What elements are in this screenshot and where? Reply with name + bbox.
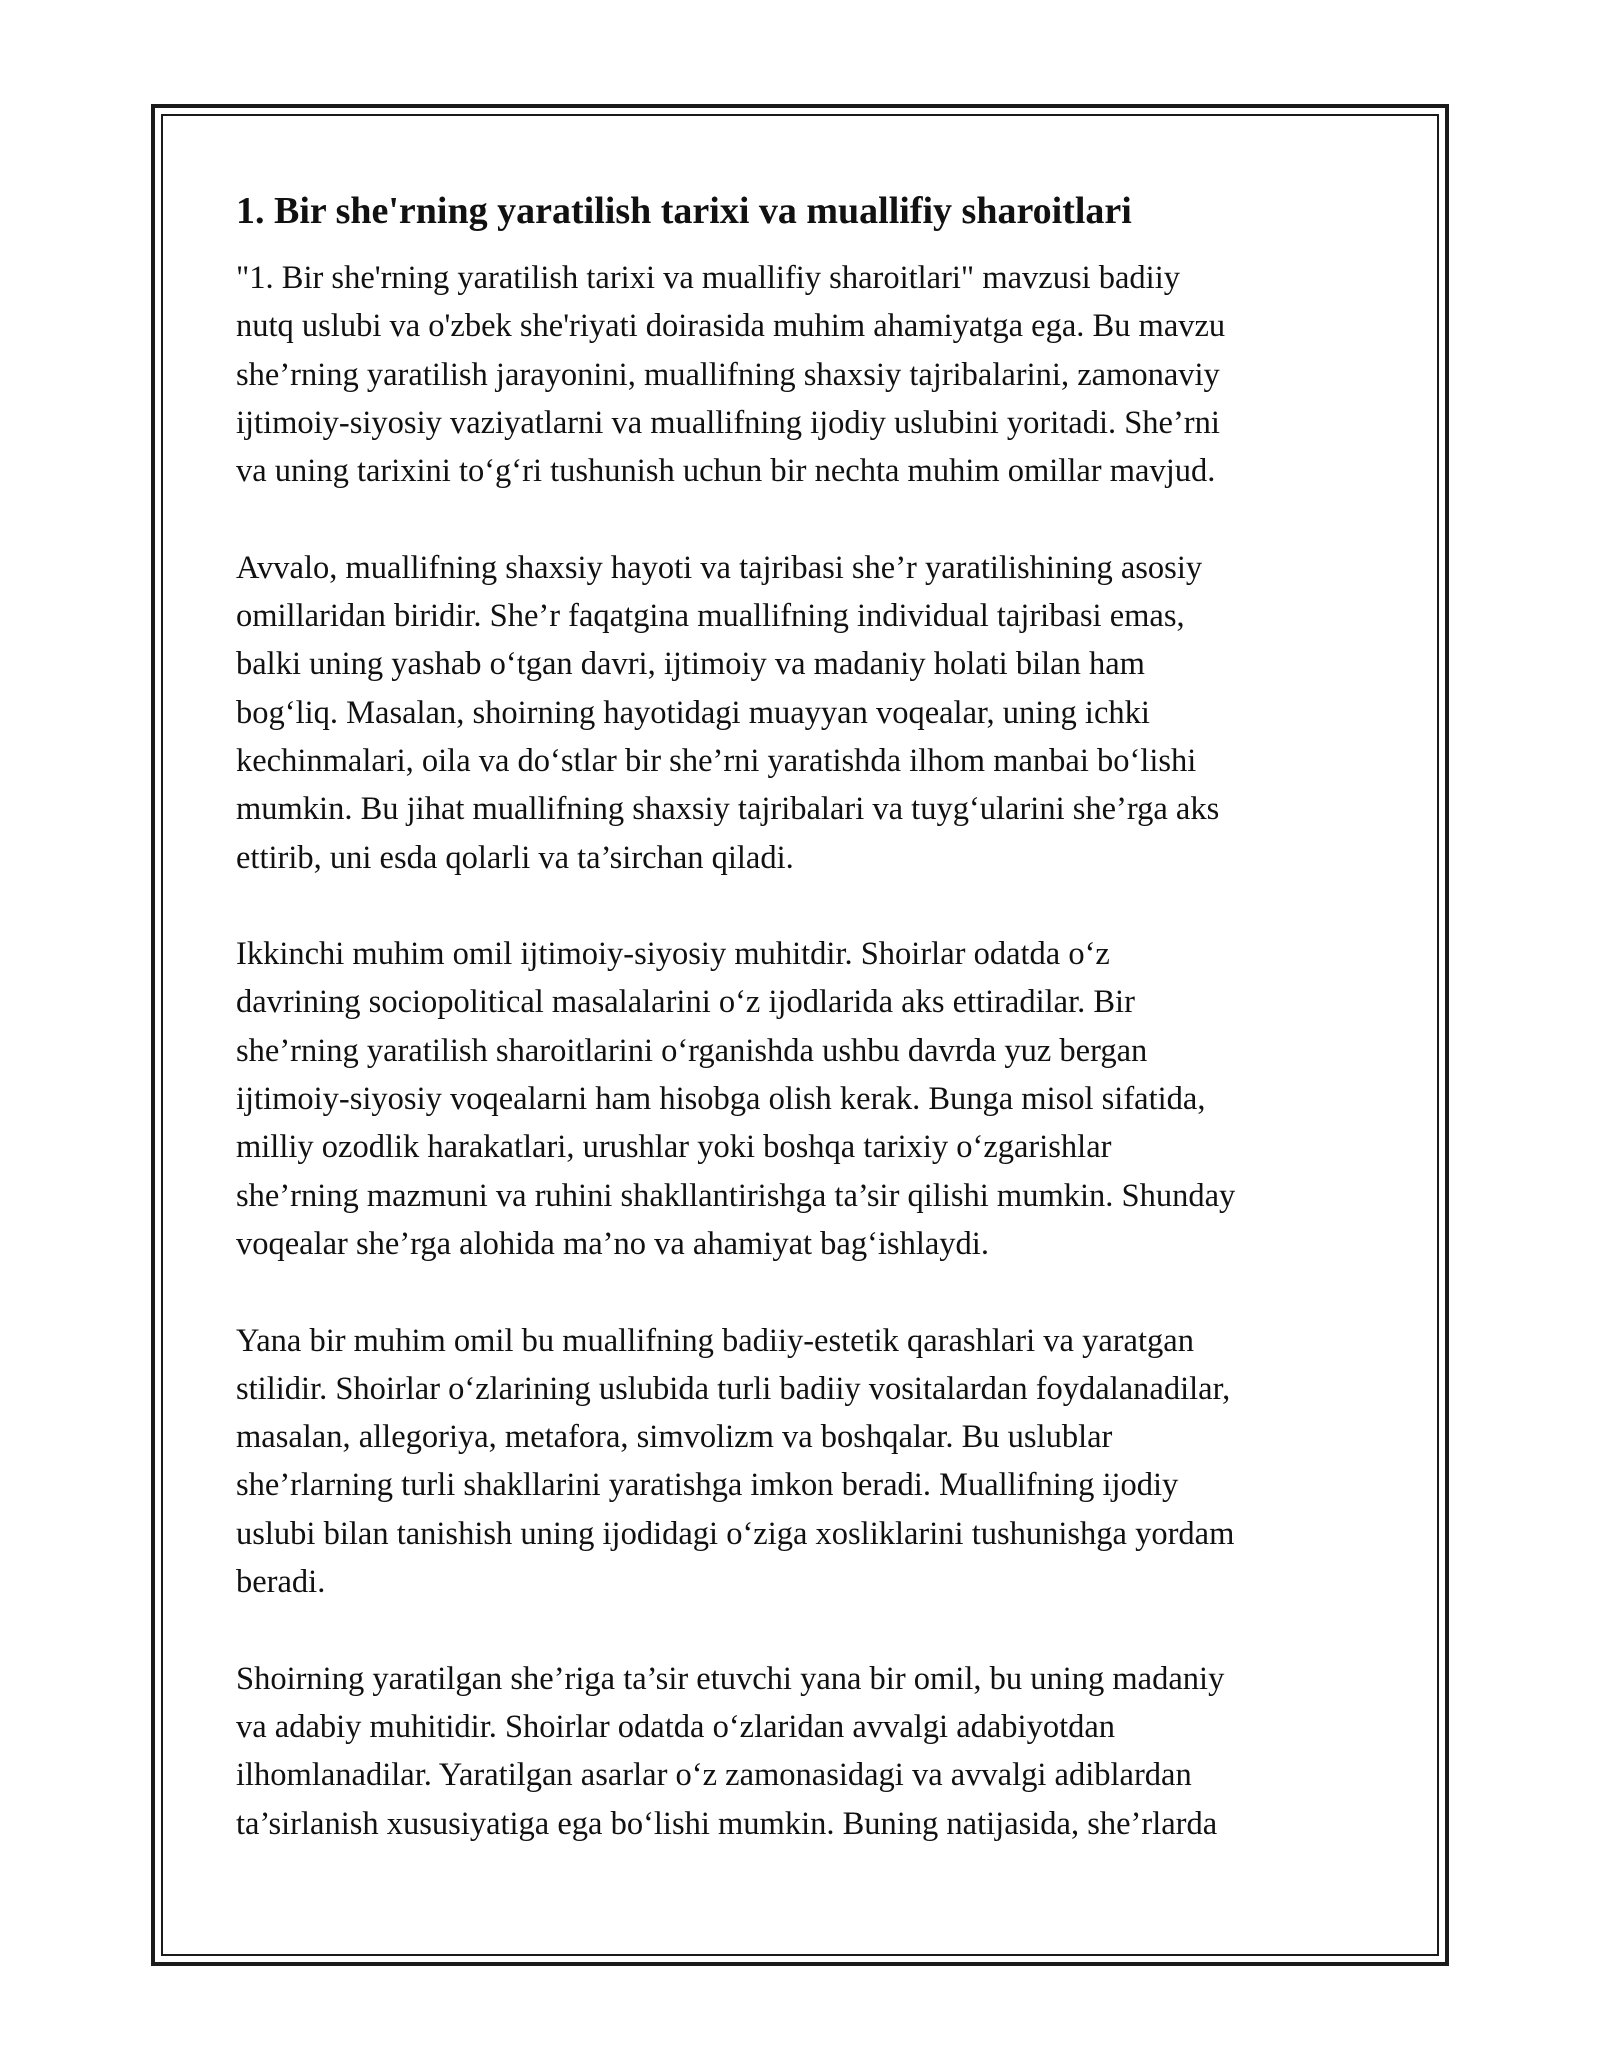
paragraph-intro (236, 254, 1376, 495)
paragraph-line: beradi. (236, 1564, 326, 1601)
document-content (236, 186, 1376, 1896)
paragraph-literary-environment (236, 1655, 1376, 1848)
paragraph-line: milliy ozodlik harakatlari, urushlar yoki boshqa tarixiy o‘zgarishlar (236, 1129, 1112, 1166)
paragraph-line: she’rlarning turli shakllarini yaratishga imkon beradi. Muallifning ijodiy (236, 1467, 1179, 1504)
document-title: 1. Bir she'rning yaratilish tarixi va muallifiy sharoitlari (236, 190, 1132, 232)
paragraph-line: masalan, allegoriya, metafora, simvolizm va boshqalar. Bu uslublar (236, 1419, 1113, 1456)
paragraph-line: "1. Bir she'rning yaratilish tarixi va muallifiy sharoitlari" mavzusi badiiy (236, 260, 1180, 296)
paragraph-line: omillaridan biridir. She’r faqatgina muallifning individual tajribasi emas, (236, 598, 1185, 635)
paragraph-line: mumkin. Bu jihat muallifning shaxsiy tajribalari va tuyg‘ularini she’rga aks (236, 791, 1220, 828)
paragraph-line: ettirib, uni esda qolarli va ta’sirchan qiladi. (236, 839, 794, 876)
paragraph-line: she’rning yaratilish sharoitlarini o‘rganishda ushbu davrda yuz bergan (236, 1032, 1148, 1069)
paragraph-line: ijtimoiy-siyosiy vaziyatlarni va muallifning ijodiy uslubini yoritadi. She’rni (236, 404, 1220, 441)
paragraph-line: stilidir. Shoirlar o‘zlarining uslubida turli badiiy vositalardan foydalanadilar, (236, 1370, 1231, 1407)
paragraph-sociopolitical (236, 930, 1376, 1268)
paragraph-line: voqealar she’rga alohida ma’no va ahamiyat bag‘ishlaydi. (236, 1225, 989, 1262)
paragraph-line: Shoirning yaratilgan she’riga ta’sir etuvchi yana bir omil, bu uning madaniy (236, 1660, 1225, 1697)
paragraph-line: she’rning mazmuni va ruhini shakllantirishga ta’sir qilishi mumkin. Shunday (236, 1177, 1236, 1214)
paragraph-line: ta’sirlanish xususiyatiga ega bo‘lishi mumkin. Buning natijasida, she’rlarda (236, 1805, 1218, 1842)
paragraph-personal-life (236, 544, 1376, 882)
paragraph-line: va uning tarixini to‘g‘ri tushunish uchun bir nechta muhim omillar mavjud. (236, 453, 1216, 490)
paragraph-aesthetic-style (236, 1317, 1376, 1607)
paragraph-line: Yana bir muhim omil bu muallifning badiiy-estetik qarashlari va yaratgan (236, 1322, 1194, 1359)
paragraph-line: davrining sociopolitical masalalarini o‘z ijodlarida aks ettiradilar. Bir (236, 984, 1135, 1021)
paragraph-line: ilhomlanadilar. Yaratilgan asarlar o‘z zamonasidagi va avvalgi adiblardan (236, 1757, 1192, 1794)
paragraph-line: bog‘liq. Masalan, shoirning hayotidagi muayyan voqealar, uning ichki (236, 694, 1150, 731)
paragraph-line: Avvalo, muallifning shaxsiy hayoti va tajribasi she’r yaratilishining asosiy (236, 549, 1203, 586)
paragraph-line: balki uning yashab o‘tgan davri, ijtimoiy va madaniy holati bilan ham (236, 646, 1145, 683)
paragraph-line: uslubi bilan tanishish uning ijodidagi o‘ziga xosliklarini tushunishga yordam (236, 1515, 1235, 1552)
paragraph-line: she’rning yaratilish jarayonini, muallifning shaxsiy tajribalarini, zamonaviy (236, 356, 1220, 393)
paragraph-line: va adabiy muhitidir. Shoirlar odatda o‘zlaridan avvalgi adabiyotdan (236, 1708, 1116, 1745)
paragraph-line: Ikkinchi muhim omil ijtimoiy-siyosiy muhitdir. Shoirlar odatda o‘z (236, 936, 1110, 973)
paragraph-line: nutq uslubi va o'zbek she'riyati doirasida muhim ahamiyatga ega. Bu mavzu (236, 308, 1226, 345)
paragraph-line: ijtimoiy-siyosiy voqealarni ham hisobga olish kerak. Bunga misol sifatida, (236, 1081, 1206, 1118)
paragraph-line: kechinmalari, oila va do‘stlar bir she’rni yaratishda ilhom manbai bo‘lishi (236, 742, 1197, 779)
